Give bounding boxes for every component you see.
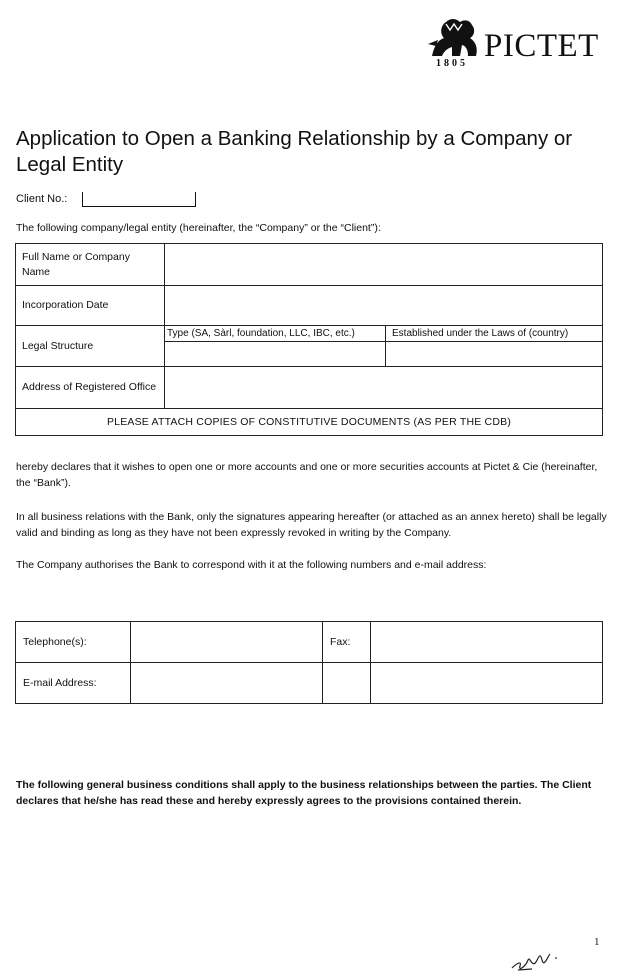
client-no-field[interactable] bbox=[82, 192, 196, 207]
contact-table bbox=[15, 621, 603, 704]
fax-label: Fax: bbox=[323, 622, 371, 663]
incorporation-date-field[interactable] bbox=[165, 286, 603, 326]
type-label: Type (SA, Sàrl, foundation, LLC, IBC, etc.) bbox=[165, 326, 386, 342]
intro-text: The following company/legal entity (hereinafter, the “Company” or the “Client”): bbox=[16, 222, 381, 234]
initials-signature bbox=[506, 942, 566, 974]
conditions-paragraph: The following general business conditions shall apply to the business relationships between the parties. The Client declares that he/she has read these and hereby expressly agrees to the provisions contained therein. bbox=[16, 779, 592, 807]
signatures-paragraph: In all business relations with the Bank, only the signatures appearing hereafter (or attached as an annex hereto) shall be legally valid and binding as long as they have not been expressly revoked in writing by the Company. bbox=[16, 511, 607, 539]
authorise-paragraph: The Company authorises the Bank to correspond with it at the following numbers and e-mail address: bbox=[16, 559, 487, 571]
brand-year: 1805 bbox=[436, 58, 468, 69]
established-label: Established under the Laws of (country) bbox=[386, 326, 603, 342]
full-name-field[interactable] bbox=[165, 244, 603, 286]
company-details-table bbox=[15, 243, 603, 436]
legal-structure-label: Legal Structure bbox=[16, 326, 165, 367]
type-field[interactable] bbox=[165, 341, 386, 366]
page-title: Application to Open a Banking Relationship by a Company or Legal Entity bbox=[16, 127, 573, 176]
declaration-paragraph: hereby declares that it wishes to open one or more accounts and one or more securities accounts at Pictet & Cie (hereinafter, the “Bank”). bbox=[16, 461, 598, 489]
brand-name: PICTET bbox=[484, 28, 599, 64]
pictet-logo bbox=[426, 16, 606, 74]
email-field-part3[interactable] bbox=[371, 663, 603, 704]
fax-field[interactable] bbox=[371, 622, 603, 663]
address-field[interactable] bbox=[165, 367, 603, 409]
email-field[interactable] bbox=[131, 663, 323, 704]
email-label: E-mail Address: bbox=[16, 663, 131, 704]
page-number: 1 bbox=[594, 936, 600, 948]
telephone-field[interactable] bbox=[131, 622, 323, 663]
attach-note: PLEASE ATTACH COPIES OF CONSTITUTIVE DOCUMENTS (AS PER THE CDB) bbox=[16, 409, 603, 436]
full-name-label: Full Name or Company Name bbox=[16, 244, 165, 286]
address-label: Address of Registered Office bbox=[16, 367, 165, 409]
established-field[interactable] bbox=[386, 341, 603, 366]
incorporation-date-label: Incorporation Date bbox=[16, 286, 165, 326]
email-field-part2[interactable] bbox=[323, 663, 371, 704]
client-no-label: Client No.: bbox=[16, 193, 68, 205]
telephone-label: Telephone(s): bbox=[16, 622, 131, 663]
lion-icon bbox=[426, 16, 482, 62]
